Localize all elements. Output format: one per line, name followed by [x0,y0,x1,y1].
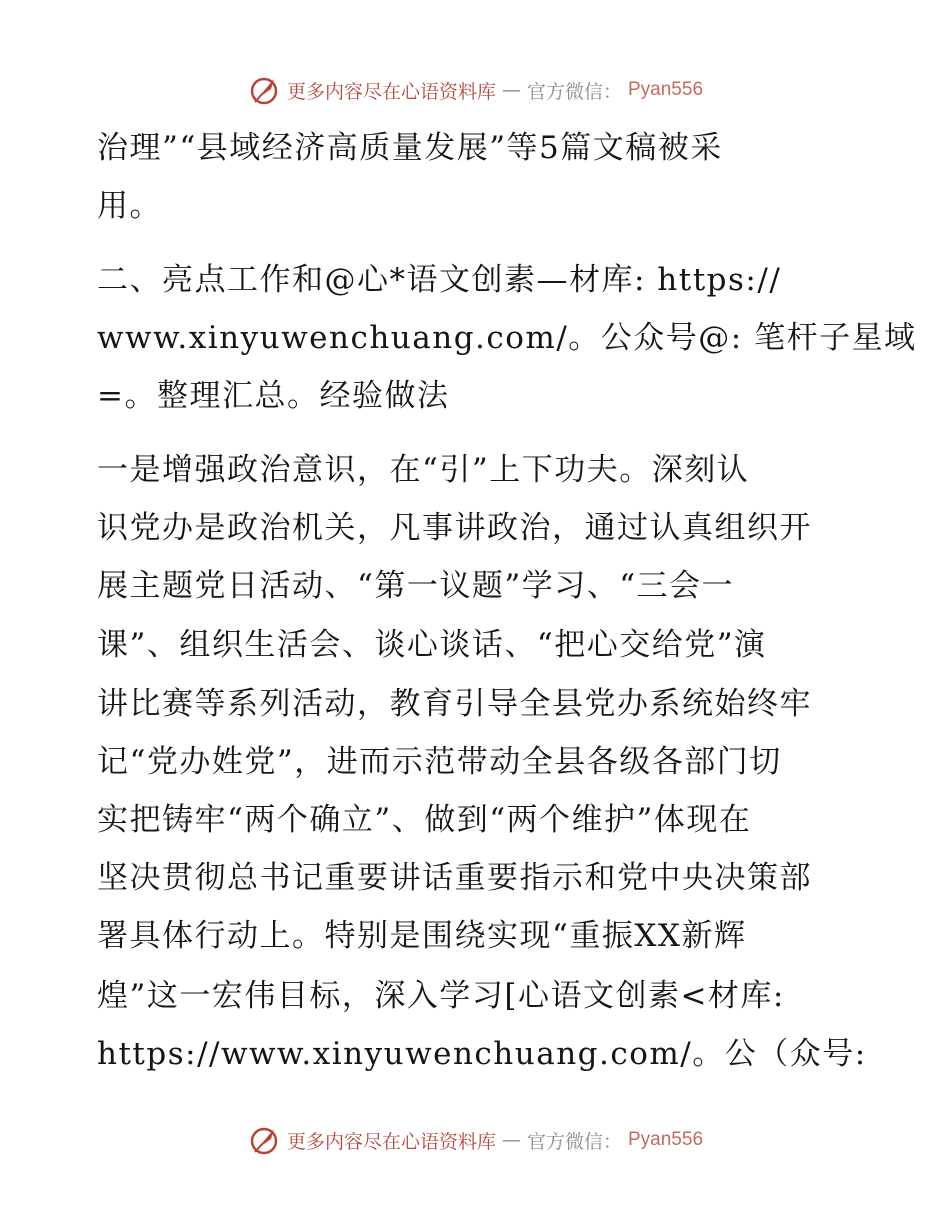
body-line: 用。 [97,188,162,224]
body-line: 署具体行动上。特别是围绕实现“重振XX新辉 [97,918,747,954]
banner-wechat-id: Pyan556 [628,79,704,100]
header-watermark-banner [0,72,950,108]
banner-separator: — [501,1129,521,1151]
body-line: 讲比赛等系列活动，教育引导全县党办系统始终牢 [97,686,812,722]
feather-pen-logo-icon [247,73,281,107]
banner-brand-text: 更多内容尽在心语资料库 [286,1130,496,1153]
body-line: 治理”“县域经济高质量发展”等5篇文稿被采 [97,130,723,166]
body-line: www.xinyuwenchuang.com/。公众号@: 笔杆子星域 [97,320,917,356]
banner-wechat-label: 官方微信： [526,80,622,103]
body-line: https://www.xinyuwenchuang.com/。公（众号: [97,1036,867,1072]
feather-pen-logo-icon [247,1123,281,1157]
banner-wechat-label: 官方微信： [526,1130,622,1153]
body-line: 实把铸牢“两个确立”、做到“两个维护”体现在 [97,802,752,838]
banner-brand-text: 更多内容尽在心语资料库 [286,80,496,103]
banner-separator: — [501,79,521,101]
body-line: =。整理汇总。经验做法 [97,378,450,414]
banner-wechat-id: Pyan556 [628,1129,704,1150]
body-line: 煌”这一宏伟目标，深入学习[心语文创素<材库: [97,978,785,1014]
body-line: 课”、组织生活会、谈心谈话、“把心交给党”演 [97,627,767,663]
body-line: 坚决贯彻总书记重要讲话重要指示和党中央决策部 [97,860,812,896]
body-line: 一是增强政治意识，在“引”上下功夫。深刻认 [97,452,750,488]
footer-watermark-banner [0,1122,950,1158]
body-line: 识党办是政治机关，凡事讲政治，通过认真组织开 [97,510,812,546]
body-line: 二、亮点工作和@心*语文创素—材库: https:// [97,262,782,298]
body-line: 记“党办姓党”，进而示范带动全县各级各部门切 [97,744,782,780]
body-line: 展主题党日活动、“第一议题”学习、“三会一 [97,568,735,604]
